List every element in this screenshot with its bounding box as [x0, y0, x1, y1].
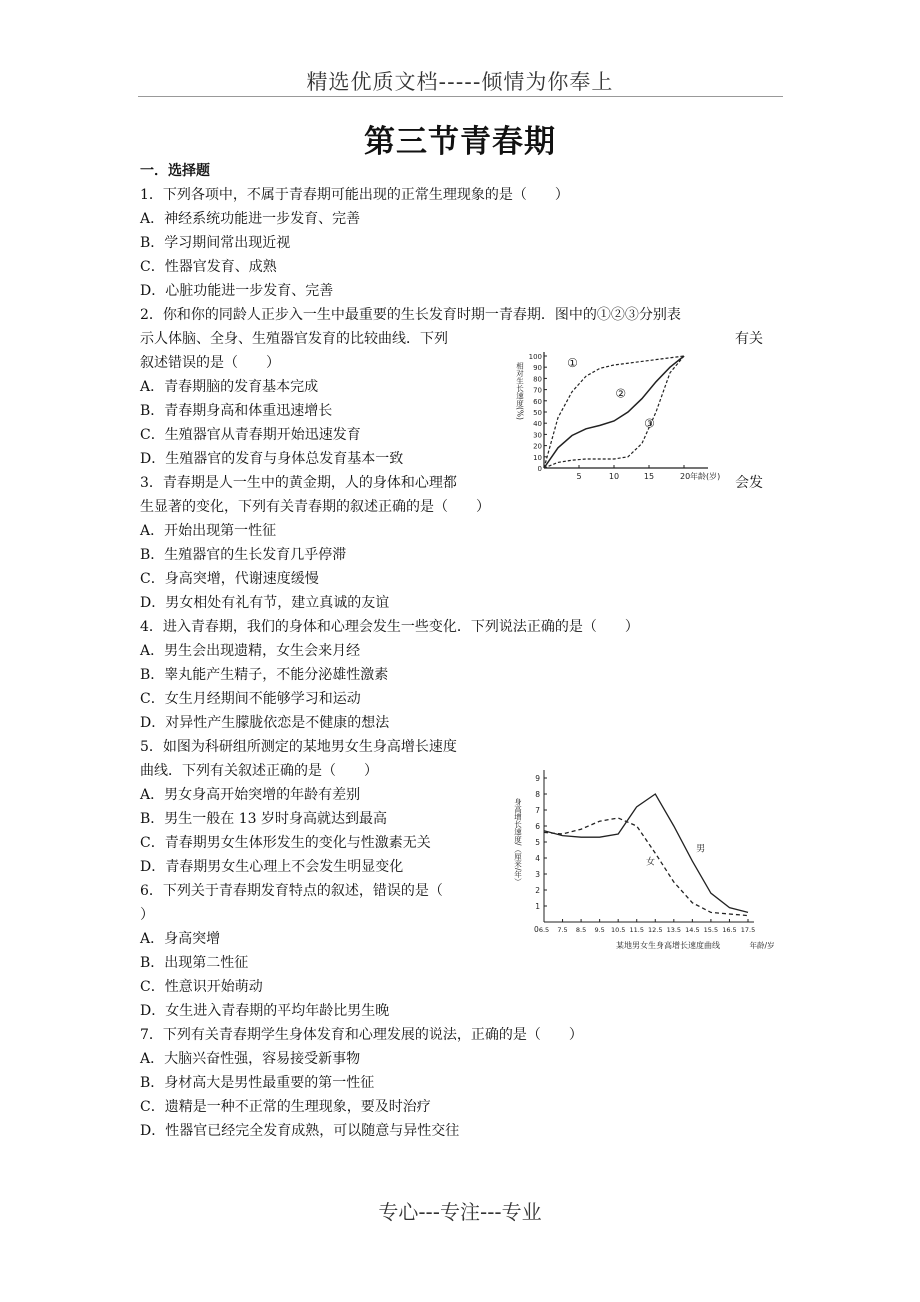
option-4c: C．女生月经期间不能够学习和运动 [140, 691, 361, 707]
question-6-cont: ） [140, 907, 154, 923]
option-5b: B．男生一般在 13 岁时身高就达到最高 [140, 811, 388, 827]
y-tick-label: 20 [533, 442, 542, 451]
x-axis-label: 年龄/岁 [749, 941, 775, 950]
header-divider [138, 96, 783, 97]
origin-label: 0 [534, 925, 539, 934]
question-5-cont: 曲线．下列有关叙述正确的是（ ） [140, 763, 378, 779]
option-2d: D．生殖器官的发育与身体总发育基本一致 [140, 451, 404, 467]
x-tick-label: 8.5 [575, 926, 587, 934]
x-tick-label: 14.5 [685, 926, 700, 934]
option-5a: A．男女身高开始突增的年龄有差别 [140, 787, 361, 803]
y-tick-label: 4 [535, 854, 540, 863]
x-tick-label: 5 [576, 472, 582, 481]
y-tick-label: 60 [533, 397, 542, 406]
y-tick-label: 90 [533, 364, 542, 373]
series-line-male [544, 794, 748, 912]
y-tick-label: 7 [535, 806, 540, 815]
question-2-end: 叙述错误的是（ ） [140, 355, 280, 371]
option-5c: C．青春期男女生体形发生的变化与性激素无关 [140, 835, 431, 851]
option-3b: B．生殖器官的生长发育几乎停滞 [140, 547, 347, 563]
x-tick-label: 10 [608, 472, 620, 481]
question-5: 5．如图为科研组所测定的某地男女生身高增长速度 [140, 739, 457, 755]
x-tick-label: 13.5 [666, 926, 682, 934]
x-tick-label: 7.5 [557, 926, 568, 934]
question-2: 2．你和你的同龄人正步入一生中最重要的生长发育时期一青春期．图中的①②③分别表 [140, 307, 681, 323]
y-axis-label: 身高增长速度/（厘米/年） [513, 798, 523, 886]
y-tick-label: 6 [535, 822, 540, 831]
x-tick-label: 11.5 [629, 926, 644, 934]
option-6c: C．性意识开始萌动 [140, 979, 263, 995]
series-line [544, 356, 684, 468]
x-axis-label: 年龄(岁) [690, 472, 721, 481]
y-tick-label: 9 [535, 774, 540, 783]
y-tick-label: 30 [533, 431, 542, 440]
y-tick-label: 40 [533, 420, 542, 429]
x-tick-label: 17.5 [740, 926, 756, 934]
y-tick-label: 10 [533, 453, 542, 462]
question-6: 6．下列关于青春期发育特点的叙述，错误的是（ [140, 883, 443, 899]
series-label: ③ [644, 416, 655, 431]
option-5d: D．青春期男女生心理上不会发生明显变化 [140, 859, 404, 875]
series-label-male: 男 [696, 844, 706, 855]
page-title: 第三节青春期 [364, 124, 556, 160]
option-4b: B．睾丸能产生精子，不能分泌雄性激素 [140, 667, 389, 683]
option-3c: C．身高突增，代谢速度缓慢 [140, 571, 319, 587]
option-7d: D．性器官已经完全发育成熟，可以随意与异性交往 [140, 1123, 460, 1139]
option-1b: B．学习期间常出现近视 [140, 235, 291, 251]
y-tick-label: 100 [528, 353, 542, 361]
x-tick-label: 6.5 [538, 926, 550, 934]
option-1a: A．神经系统功能进一步发育、完善 [140, 211, 361, 227]
y-tick-label: 8 [535, 790, 540, 799]
section-heading: 一．选择题 [140, 163, 210, 179]
x-tick-label: 12.5 [648, 926, 663, 934]
question-3-cont: 生显著的变化，下列有关青春期的叙述正确的是（ ） [140, 499, 490, 515]
series-label: ① [567, 356, 578, 371]
y-tick-label: 0 [537, 465, 542, 473]
x-tick-label: 16.5 [722, 926, 737, 934]
option-7b: B．身材高大是男性最重要的第一性征 [140, 1075, 375, 1091]
x-tick-label: 9.5 [594, 926, 605, 934]
question-2-cont-right: 有关 [735, 331, 763, 347]
question-1: 1．下列各项中，不属于青春期可能出现的正常生理现象的是（ ） [140, 187, 569, 203]
question-3-right: 会发 [735, 475, 763, 491]
y-tick-label: 2 [535, 886, 540, 895]
y-tick-label: 1 [535, 902, 540, 911]
x-tick-label: 10.5 [610, 926, 626, 934]
y-axis-label: 相对生长速度(%) [515, 362, 525, 420]
option-4a: A．男生会出现遗精，女生会来月经 [140, 643, 361, 659]
option-2b: B．青春期身高和体重迅速增长 [140, 403, 333, 419]
chart-title: 某地男女生身高增长速度曲线 [616, 941, 720, 950]
question-4: 4．进入青春期，我们的身体和心理会发生一些变化．下列说法正确的是（ ） [140, 619, 639, 635]
option-2c: C．生殖器官从青春期开始迅速发育 [140, 427, 361, 443]
x-tick-label: 15 [643, 472, 655, 481]
y-tick-label: 50 [533, 409, 542, 417]
series-label-female: 女 [646, 857, 656, 868]
option-4d: D．对异性产生朦胧依恋是不健康的想法 [140, 715, 390, 731]
y-tick-label: 80 [533, 375, 542, 384]
y-tick-label: 70 [533, 386, 542, 395]
option-6d: D．女生进入青春期的平均年龄比男生晚 [140, 1003, 390, 1019]
option-6a: A．身高突增 [140, 931, 221, 947]
question-3: 3．青春期是人一生中的黄金期，人的身体和心理都 [140, 475, 457, 491]
option-2a: A．青春期脑的发育基本完成 [140, 379, 319, 395]
series-line [544, 356, 684, 468]
option-3d: D．男女相处有礼有节，建立真诚的友谊 [140, 595, 390, 611]
y-tick-label: 3 [535, 870, 540, 879]
option-7a: A．大脑兴奋性强，容易接受新事物 [140, 1051, 361, 1067]
option-1d: D．心脏功能进一步发育、完善 [140, 283, 334, 299]
page-header: 精选优质文档-----倾情为你奉上 [306, 70, 614, 94]
option-3a: A．开始出现第一性征 [140, 523, 277, 539]
y-tick-label: 5 [535, 838, 540, 847]
height-growth-velocity-chart [508, 764, 775, 956]
question-2-cont: 示人体脑、全身、生殖器官发育的比较曲线．下列 [140, 331, 448, 347]
series-label: ② [615, 386, 627, 401]
x-tick-label: 15.5 [703, 926, 719, 934]
page-footer: 专心---专注---专业 [378, 1200, 542, 1224]
series-line [544, 356, 684, 468]
growth-comparison-chart [508, 346, 736, 486]
x-tick-label: 20 [680, 472, 691, 481]
option-7c: C．遗精是一种不正常的生理现象，要及时治疗 [140, 1099, 431, 1115]
option-1c: C．性器官发育、成熟 [140, 259, 277, 275]
option-6b: B．出现第二性征 [140, 955, 249, 971]
question-7: 7．下列有关青春期学生身体发育和心理发展的说法，正确的是（ ） [140, 1027, 583, 1043]
